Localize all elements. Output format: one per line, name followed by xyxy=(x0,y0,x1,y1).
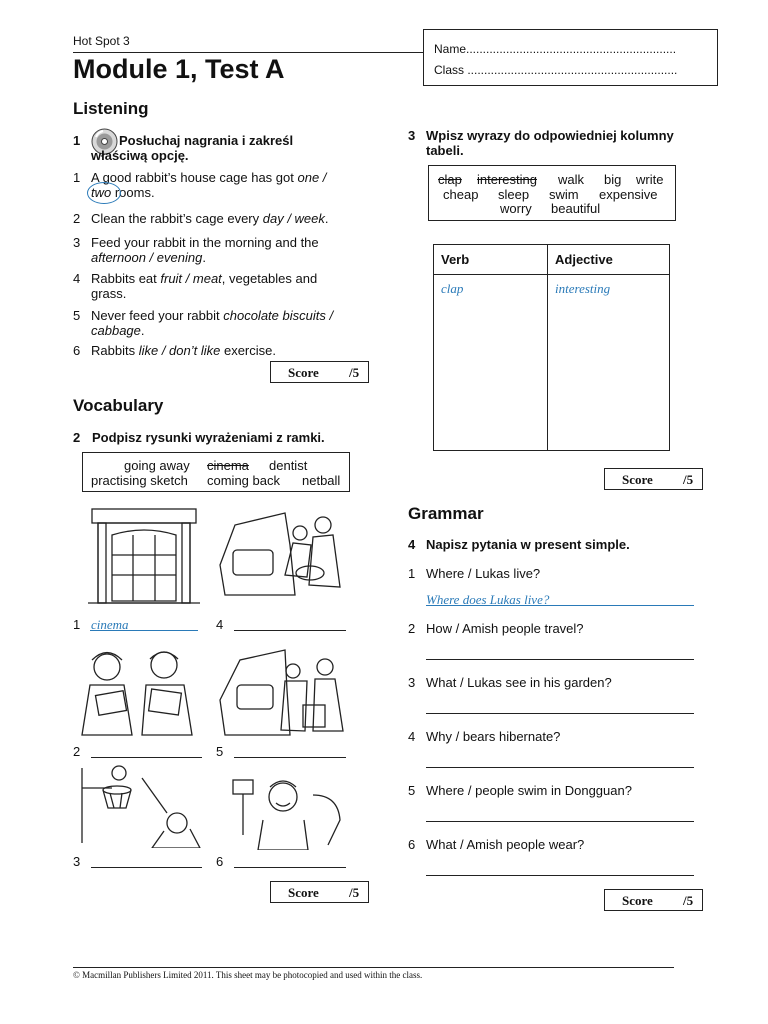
item-text: rooms. xyxy=(111,185,155,200)
grammar-item-2-prompt: How / Amish people travel? xyxy=(426,621,584,636)
label-4-line[interactable] xyxy=(234,630,346,631)
listening-score-box xyxy=(270,361,369,383)
grammar-item-4-prompt: Why / bears hibernate? xyxy=(426,729,561,744)
listening-item-3: 3 Feed your rabbit in the morning and the afternoon / evening. xyxy=(73,235,319,265)
item-number: 2 xyxy=(73,211,81,226)
label-3-line[interactable] xyxy=(91,867,202,868)
vocabulary-score-box xyxy=(270,881,369,903)
verb-example: clap xyxy=(441,281,464,296)
score-label: Score xyxy=(622,472,653,487)
label-2-line[interactable] xyxy=(91,757,202,758)
score-label: Score xyxy=(288,365,319,380)
coming-back-picture xyxy=(215,645,350,740)
option-text: one / xyxy=(297,170,327,185)
word: big xyxy=(604,172,622,187)
dentist-picture xyxy=(228,775,348,850)
table-header-divider xyxy=(434,274,669,275)
label-6-number: 6 xyxy=(216,854,224,869)
item-number: 6 xyxy=(73,343,81,358)
item-number: 3 xyxy=(73,235,81,250)
label-6-line[interactable] xyxy=(234,867,346,868)
listening-heading: Listening xyxy=(73,99,149,118)
word-crossed: cinema xyxy=(207,458,249,473)
column-header-verb: Verb xyxy=(441,252,470,267)
score-label: Score xyxy=(622,893,653,908)
label-1-number: 1 xyxy=(73,617,81,632)
label-3-number: 3 xyxy=(73,854,81,869)
grammar-item-5-line[interactable] xyxy=(426,821,694,822)
grammar-item-3-line[interactable] xyxy=(426,713,694,714)
header-rule xyxy=(73,52,423,53)
vocabulary-heading: Vocabulary xyxy=(73,396,164,415)
item-number: 5 xyxy=(73,308,81,323)
grammar-item-2-number: 2 xyxy=(408,621,416,636)
reading-people-picture xyxy=(72,645,202,740)
word: swim xyxy=(549,187,579,202)
item-number: 1 xyxy=(73,170,81,185)
page-title: Module 1, Test A xyxy=(73,54,285,84)
word: worry xyxy=(500,201,532,216)
label-1-line[interactable] xyxy=(90,630,198,631)
listening-item-1 xyxy=(73,170,363,202)
table-column-divider xyxy=(547,245,548,450)
series-label: Hot Spot 3 xyxy=(73,34,130,48)
exercise-2-number: 2 xyxy=(73,430,81,445)
grammar-item-1-number: 1 xyxy=(408,566,416,581)
word: dentist xyxy=(269,458,308,473)
score-total: /5 xyxy=(683,893,694,908)
grammar-item-1-answer: Where does Lukas live? xyxy=(426,592,550,607)
option-text: day / week xyxy=(262,211,325,226)
grammar-item-4-number: 4 xyxy=(408,729,416,744)
score-label: Score xyxy=(288,885,319,900)
label-2-number: 2 xyxy=(73,744,81,759)
copyright-notice: © Macmillan Publishers Limited 2011. This sheet may be photocopied and used within the class. xyxy=(73,970,423,980)
label-4-number: 4 xyxy=(216,617,224,632)
circled-option: two xyxy=(91,185,111,200)
name-class-box xyxy=(423,29,718,86)
label-5-number: 5 xyxy=(216,744,224,759)
score-total: /5 xyxy=(683,472,694,487)
word-crossed: interesting xyxy=(477,172,537,187)
label-5-line[interactable] xyxy=(234,757,346,758)
item-number: 4 xyxy=(73,271,81,286)
exercise-1-instruction: Posłuchaj nagrania i zakreśl właściwą opcję. xyxy=(91,133,294,163)
listening-item-4: 4 Rabbits eat fruit / meat, vegetables and grass. xyxy=(73,271,318,301)
packing-car-picture xyxy=(215,505,345,605)
grammar-item-5-number: 5 xyxy=(408,783,416,798)
word: cheap xyxy=(443,187,479,202)
word: expensive xyxy=(599,187,658,202)
word: sleep xyxy=(498,187,530,202)
word: write xyxy=(636,172,664,187)
grammar-item-5-prompt: Where / people swim in Dongguan? xyxy=(426,783,632,798)
listening-item-2: 2 Clean the rabbit’s cage every day / week. xyxy=(73,211,329,226)
column-header-adjective: Adjective xyxy=(555,252,613,267)
exercise-3-instruction: Wpisz wyrazy do odpowiedniej kolumny tabeli. xyxy=(426,128,674,158)
exercise-3-number: 3 xyxy=(408,128,416,143)
exercise-4-instruction: Napisz pytania w present simple. xyxy=(426,537,630,552)
verb-adjective-table xyxy=(433,244,670,451)
option-text: fruit / meat xyxy=(160,271,222,286)
grammar-item-3-prompt: What / Lukas see in his garden? xyxy=(426,675,612,690)
exercise-3-word-box xyxy=(428,165,676,221)
grammar-item-4-line[interactable] xyxy=(426,767,694,768)
exercise-4-number: 4 xyxy=(408,537,416,552)
option-text: like / don’t like xyxy=(138,343,221,358)
adjective-example: interesting xyxy=(555,281,611,296)
word: netball xyxy=(302,473,341,488)
word: coming back xyxy=(207,473,280,488)
option-text: chocolate biscuits / cabbage xyxy=(91,308,334,338)
item-text: A good rabbit’s house cage has got xyxy=(91,170,298,185)
grammar-item-6-prompt: What / Amish people wear? xyxy=(426,837,585,852)
score-total: /5 xyxy=(349,365,360,380)
listening-item-6: 6 Rabbits like / don’t like exercise. xyxy=(73,343,276,358)
class-field[interactable]: Class ............................................................... xyxy=(434,63,678,77)
listening-item-5: 5 Never feed your rabbit chocolate biscuits / cabbage. xyxy=(73,308,334,338)
answer-circle xyxy=(87,182,121,204)
word: practising sketch xyxy=(91,473,188,488)
grammar-item-2-line[interactable] xyxy=(426,659,694,660)
grammar-score-box xyxy=(604,889,703,911)
score-total: /5 xyxy=(349,885,360,900)
exercise-1-number: 1 xyxy=(73,133,81,148)
word: going away xyxy=(124,458,190,473)
grammar-item-6-line[interactable] xyxy=(426,875,694,876)
netball-picture xyxy=(72,763,202,848)
exercise-3-score-box xyxy=(604,468,703,490)
name-field[interactable]: Name............................................................... xyxy=(434,42,677,56)
cinema-picture xyxy=(88,505,200,605)
word-crossed: clap xyxy=(438,172,462,187)
label-1-answer: cinema xyxy=(91,617,129,632)
grammar-item-6-number: 6 xyxy=(408,837,416,852)
word: beautiful xyxy=(551,201,601,216)
grammar-item-1-prompt: Where / Lukas live? xyxy=(426,566,541,581)
grammar-item-3-number: 3 xyxy=(408,675,416,690)
grammar-heading: Grammar xyxy=(408,504,484,523)
word: walk xyxy=(558,172,585,187)
vocabulary-word-box xyxy=(82,452,350,492)
footer-rule xyxy=(73,967,674,968)
exercise-2-instruction: Podpisz rysunki wyrażeniami z ramki. xyxy=(92,430,325,445)
option-text: afternoon / evening xyxy=(91,250,203,265)
grammar-item-1-line[interactable] xyxy=(426,605,694,606)
